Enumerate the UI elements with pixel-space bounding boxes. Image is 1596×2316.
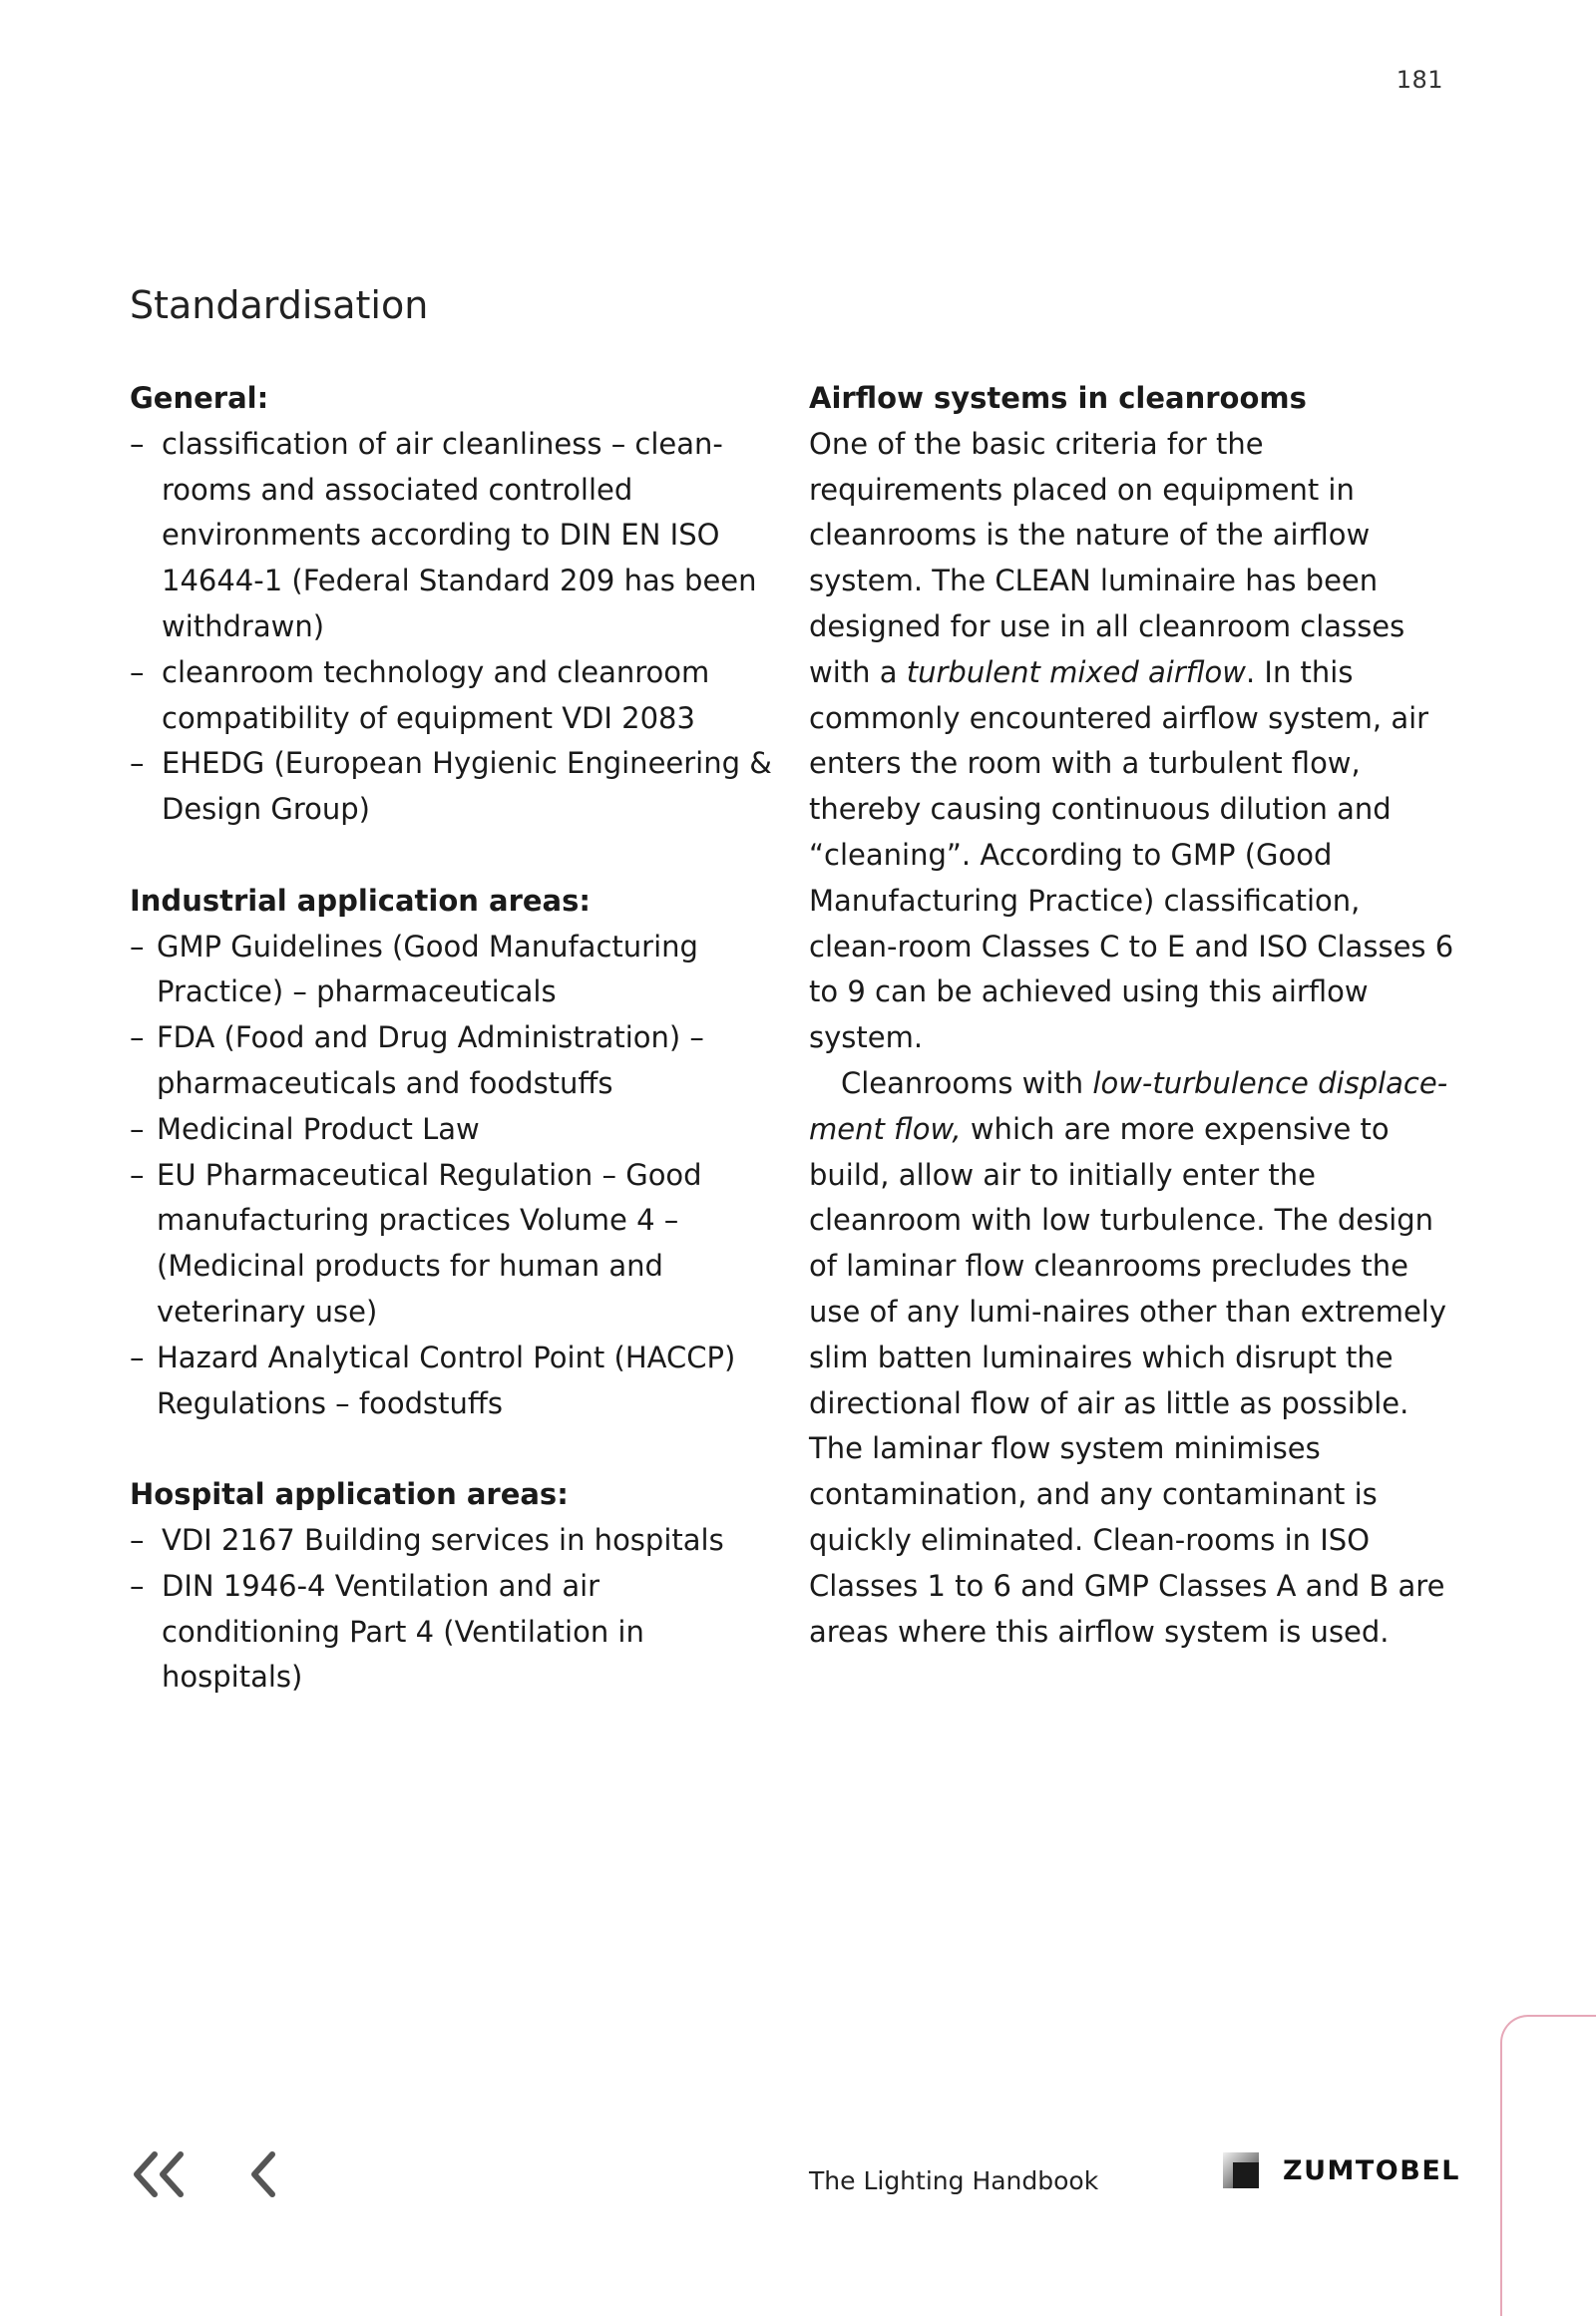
general-heading: General: [130,381,269,415]
left-column [130,376,778,1701]
list-item: – cleanroom technology and cleanroom compatibility of equipment VDI 2083 [130,654,710,735]
corner-tab[interactable] [1500,2015,1596,2316]
list-item: – EU Pharmaceutical Regulation – Good manufacturing practices Volume 4 – (Medicinal products for human and veterinary use) [130,1157,702,1329]
airflow-heading: Airflow systems in cleanrooms [809,381,1307,415]
list-item: – DIN 1946-4 Ventilation and air conditioning Part 4 (Ventilation in hospitals) [130,1568,644,1695]
first-page-button[interactable] [124,2144,194,2204]
list-item: – EHEDG (European Hygienic Engineering & Design Group) [130,746,772,827]
section-title: Standardisation [130,283,429,327]
industrial-section [130,879,778,1427]
footer-title: The Lighting Handbook [809,2166,1099,2195]
general-list [130,422,778,833]
general-section [130,376,778,833]
hospital-heading: Hospital application areas: [130,1477,569,1512]
industrial-heading: Industrial application areas: [130,883,591,918]
list-item: – Hazard Analytical Control Point (HACCP) Regulations – foodstuffs [130,1340,736,1420]
hospital-list [130,1518,778,1701]
chevron-left-icon [248,2150,278,2198]
list-item: – FDA (Food and Drug Administration) – pharmaceuticals and foodstuffs [130,1020,704,1100]
list-item: – GMP Guidelines (Good Manufacturing Practice) – pharmaceuticals [130,929,698,1009]
list-item: – classification of air cleanliness – clean-rooms and associated controlled environments according to DIN EN ISO 14644-1 (Federal Standard 209 has been withdrawn) [130,426,757,643]
previous-page-button[interactable] [243,2144,283,2204]
airflow-paragraph-1: One of the basic criteria for the requirements placed on equipment in cleanrooms is the nature of the airflow system. The CLEAN luminaire has been designed for use in all cleanroom classes with a turbulent mixed airflow. In this commonly encountered airflow system, air enters the room with a turbulent flow, thereby causing continuous dilution and “cleaning”. According to GMP (Good Manufacturing Practice) classification, clean-room Classes C to E and ISO Classes 6 to 9 can be achieved using this airflow system. [809,426,1454,1055]
brand-mark-icon [1223,2152,1259,2188]
industrial-list [130,925,778,1427]
hospital-section [130,1472,778,1701]
double-chevron-left-icon [129,2150,189,2198]
page-number: 181 [1396,66,1443,94]
list-item: – VDI 2167 Building services in hospitals [130,1522,724,1557]
brand-name: ZUMTOBEL [1283,2154,1460,2186]
airflow-paragraph-2: Cleanrooms with low-turbulence displace-ment flow, which are more expensive to build, allow air to initially enter the cleanroom with low turbulence. The design of laminar flow cleanrooms precludes the use of any lumi-naires other than extremely slim batten luminaires which disrupt the directional flow of air as little as possible. The laminar flow system minimises contamination, and any contaminant is quickly eliminated. Clean-rooms in ISO Classes 1 to 6 and GMP Classes A and B are areas where this airflow system is used. [809,1065,1448,1649]
list-item: – Medicinal Product Law [130,1111,480,1146]
brand-logo [1223,2152,1460,2188]
right-column [809,376,1457,1655]
